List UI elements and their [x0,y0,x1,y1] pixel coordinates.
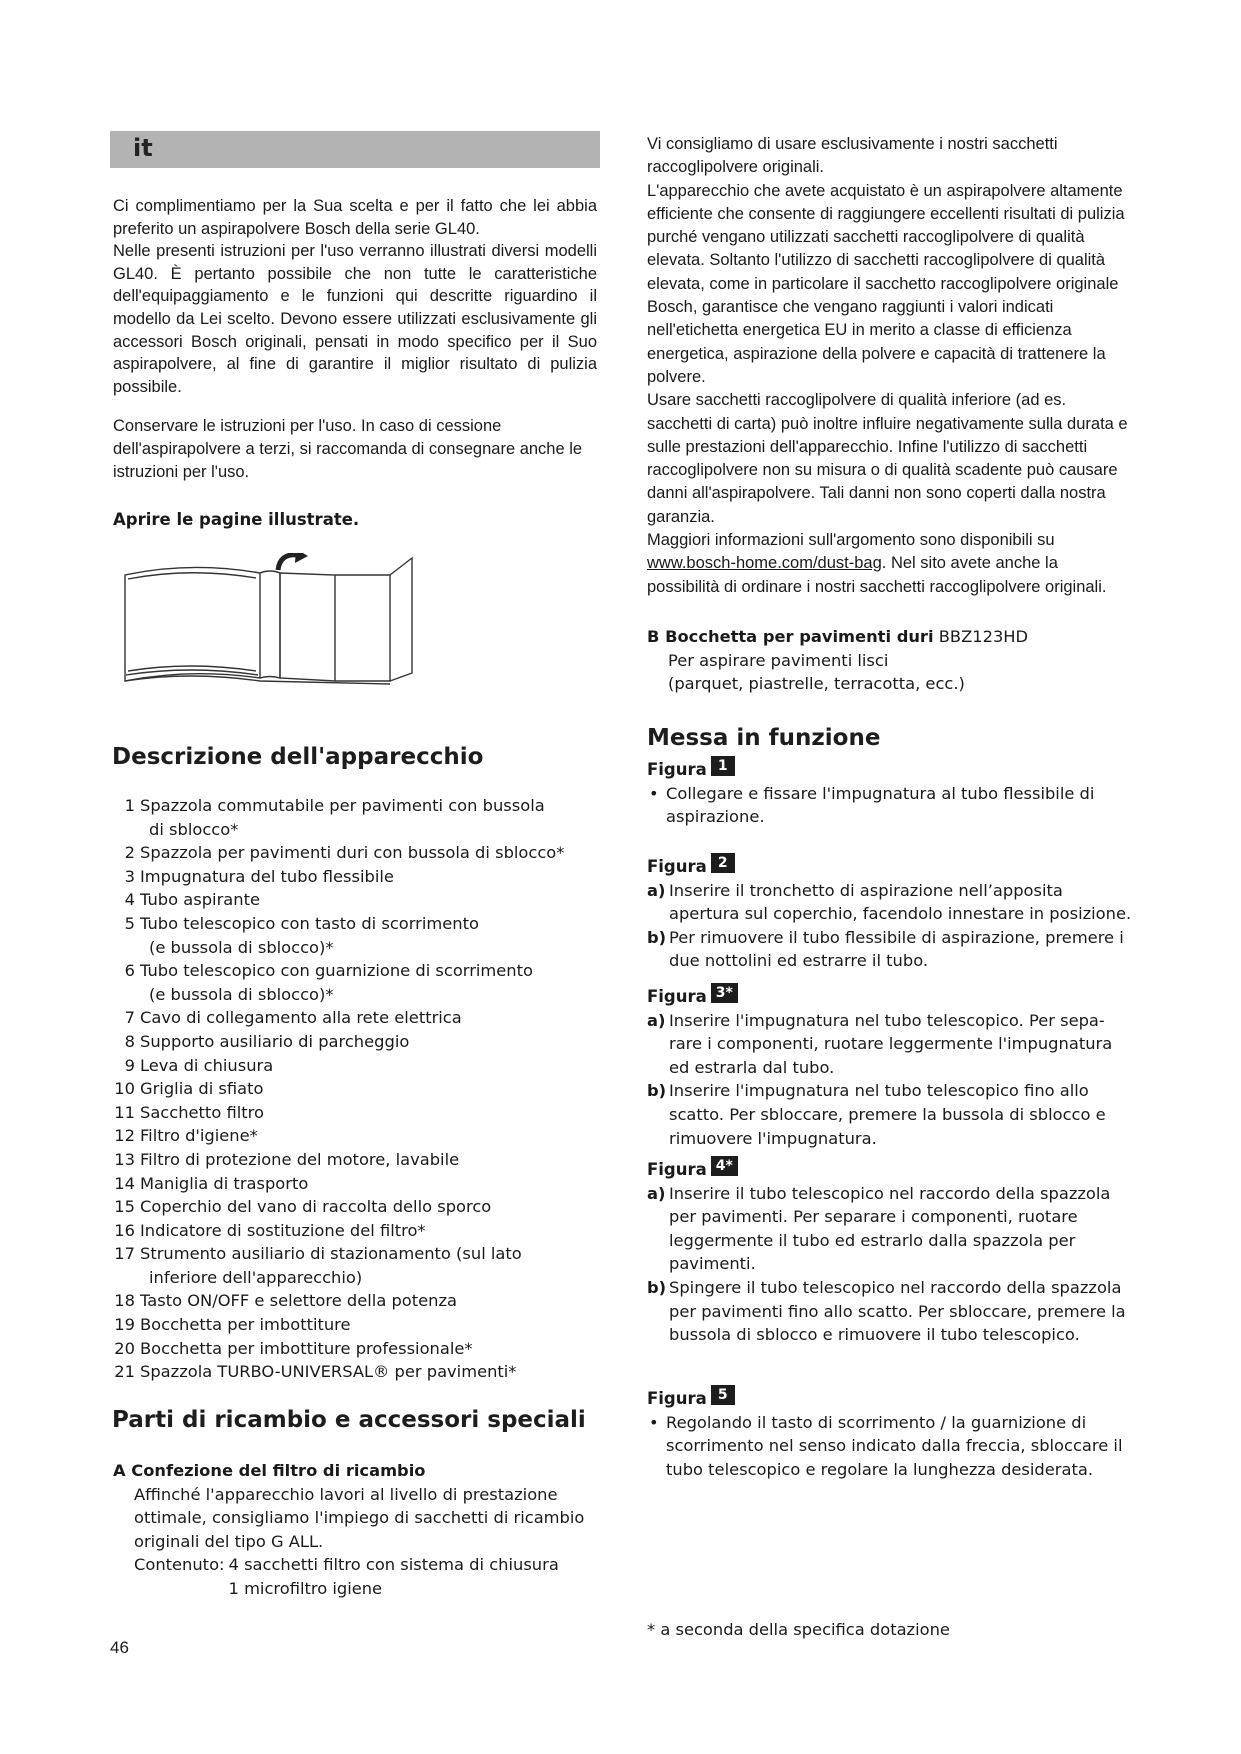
component-item [113,1337,603,1361]
component-text-continued: di sblocco* [149,819,239,839]
step-marker: b) [647,927,667,947]
component-item [113,888,603,912]
step-text: Collegare e fissare l'impugnatura al tubo flessibile di aspirazione. [666,783,1095,827]
language-tag [110,131,600,168]
component-number: 7 [124,1008,135,1028]
figure-number-badge: 3* [711,983,738,1003]
contents-label: Contenuto: [134,1555,225,1575]
bag-paragraph-1: Vi consigliamo di usare esclusivamente i nostri sacchetti raccoglipolvere originali. [647,135,1058,177]
figure-number-badge: 1 [711,756,735,776]
component-text: Bocchetta per imbottiture professionale* [140,1338,473,1358]
step-text: Inserire l'impugnatura nel tubo telescopico. Per sepa-rare i componenti, ruotare leggermente l'impugnatura ed estrarla dal tubo. [669,1010,1113,1077]
component-text: Spazzola per pavimenti duri con bussola di sblocco* [140,843,565,863]
component-item [113,1195,603,1219]
component-text: Spazzola TURBO-UNIVERSAL® per pavimenti* [140,1362,517,1382]
bag-paragraph-4 [647,529,1131,599]
component-item [113,1313,603,1337]
component-text: Tubo telescopico con tasto di scorrimento [140,913,479,933]
component-text: Sacchetto filtro [140,1102,264,1122]
component-number: 9 [124,1055,135,1075]
component-number: 13 [114,1149,135,1169]
component-number: 3 [124,866,135,886]
component-item [113,1148,603,1172]
figure-number-badge: 2 [711,853,735,873]
component-number: 14 [114,1173,135,1193]
nozzle-line-2: (parquet, piastrelle, terracotta, ecc.) [668,674,965,694]
component-text: Griglia di sfiato [140,1079,264,1099]
component-item [113,1006,603,1030]
language-code: it [133,134,153,162]
step-text: Regolando il tasto di scorrimento / la guarnizione di scorrimento nel senso indicato dalla freccia, sbloccare il tubo telescopico e regolare la lunghezza desiderata. [666,1412,1123,1479]
open-book-illustration [120,553,450,693]
component-number: 19 [114,1315,135,1335]
intro-paragraph-2: Nelle presenti istruzioni per l'uso verranno illustrati diversi modelli GL40. È pertanto possibile che non tutte le caratteristiche dell'equipaggiamento e le funzioni qui descritte riguardino il modello da Lei scelto. Devono essere utilizzati esclusivamente gli accessori Bosch originali, pensati in modo specifico per il Suo aspirapolvere, al fine di garantire il miglior risultato di pulizia possibile. [113,242,597,396]
figure-label: Figura [647,987,707,1006]
step-text: Inserire il tubo telescopico nel raccordo della spazzola per pavimenti. Per separare i componenti, ruotare leggermente il tubo ed estrarlo dalla spazzola per pavimenti. [669,1183,1111,1274]
component-text: Coperchio del vano di raccolta dello sporco [140,1197,492,1217]
step-marker: a) [647,1183,666,1203]
component-text: Cavo di collegamento alla rete elettrica [140,1008,462,1028]
component-item [113,1242,603,1289]
figure-block [647,985,1137,1150]
component-item [113,959,603,1006]
component-number: 10 [114,1079,135,1099]
component-number: 11 [114,1102,135,1122]
component-number: 5 [124,913,135,933]
figure-heading [647,985,1137,1009]
component-number: 20 [114,1338,135,1358]
component-text: Maniglia di trasporto [140,1173,309,1193]
component-item [113,1219,603,1243]
filter-pack-title: A Confezione del filtro di ricambio [113,1461,426,1480]
figure-label: Figura [647,760,707,779]
intro-text [113,195,597,500]
figure-step [647,782,1137,829]
figure-heading [647,1387,1137,1411]
nozzle-code: BBZ123HD [938,627,1029,646]
figure-step [647,1276,1137,1347]
figure-step [647,926,1137,973]
component-number: 1 [124,796,135,815]
component-number: 17 [114,1244,135,1264]
figure-label: Figura [647,1389,707,1408]
filter-pack-contents [113,1553,603,1600]
footnote: * a seconda della specifica dotazione [647,1620,950,1639]
component-number: 6 [124,961,135,981]
component-item [113,1172,603,1196]
component-item [113,1101,603,1125]
figure-step [647,879,1137,926]
figure-heading [647,758,1137,782]
step-marker: a) [647,880,666,900]
intro-paragraph-1: Ci complimentiamo per la Sua scelta e per il fatto che lei abbia preferito un aspirapolvere Bosch della serie GL40. [113,197,597,238]
component-text: Bocchetta per imbottiture [140,1315,351,1335]
figure-block [647,1158,1137,1347]
component-text: Tubo telescopico con guarnizione di scorrimento [140,961,533,981]
figure-block [647,1387,1137,1481]
component-number: 18 [114,1291,135,1311]
component-number: 4 [124,890,135,910]
figure-block [647,758,1137,829]
step-marker: • [649,1412,659,1432]
component-item [113,1077,603,1101]
component-item [113,865,603,889]
component-item [113,912,603,959]
component-text: Strumento ausiliario di stazionamento (sul lato [140,1244,522,1264]
open-pages-instruction: Aprire le pagine illustrate. [113,510,360,529]
component-item [113,1054,603,1078]
bag-recommendation [647,133,1131,599]
component-item [113,1030,603,1054]
step-marker: b) [647,1081,667,1101]
component-text: Tubo aspirante [140,890,260,910]
component-text-continued: (e bussola di sblocco)* [149,937,334,957]
more-info-text: Maggiori informazioni sull'argomento sono disponibili su [647,531,1055,550]
component-item [113,841,603,865]
component-number: 21 [114,1362,135,1382]
contents-line-2: 1 microfiltro igiene [228,1578,383,1598]
figure-heading [647,1158,1137,1182]
hard-floor-nozzle [647,625,1137,696]
step-marker: • [649,783,659,803]
figure-step [647,1009,1137,1080]
figure-step [647,1079,1137,1150]
nozzle-line-1: Per aspirare pavimenti lisci [668,650,889,670]
page-number: 46 [110,1638,129,1657]
description-title: Descrizione dell'apparecchio [112,744,484,770]
parts-title: Parti di ricambio e accessori speciali [112,1407,586,1433]
step-text: Inserire il tronchetto di aspirazione nell’apposita apertura sul coperchio, facendolo innestare in posizione. [669,880,1132,924]
figure-heading [647,855,1137,879]
component-text: Filtro di protezione del motore, lavabile [140,1149,460,1169]
component-text: Spazzola commutabile per pavimenti con bussola [140,796,545,815]
operation-title: Messa in funzione [647,725,881,751]
nozzle-title: B Bocchetta per pavimenti duri [647,627,934,646]
replacement-parts [113,1459,603,1601]
component-number: 12 [114,1126,135,1146]
figure-block [647,855,1137,973]
figure-step [647,1182,1137,1276]
step-marker: a) [647,1010,666,1030]
component-item [113,1360,603,1384]
component-item [113,1124,603,1148]
step-text: Spingere il tubo telescopico nel raccordo della spazzola per pavimenti fino allo scatto. Per sbloccare, premere la bussola di sblocco e rimuovere il tubo telescopico. [669,1277,1126,1345]
component-number: 8 [124,1031,135,1051]
component-text: Supporto ausiliario di parcheggio [140,1031,410,1051]
figure-number-badge: 4* [711,1156,738,1176]
component-text: Filtro d'igiene* [140,1126,258,1146]
component-text: Tasto ON/OFF e selettore della potenza [140,1291,458,1311]
component-number: 15 [114,1197,135,1217]
intro-paragraph-3: Conservare le istruzioni per l'uso. In caso di cessione dell'aspirapolvere a terzi, si raccomanda di consegnare anche le istruzioni per l'uso. [113,417,583,481]
component-text-continued: inferiore dell'apparecchio) [149,1267,363,1287]
component-text: Leva di chiusura [140,1055,274,1075]
component-number: 16 [114,1220,135,1240]
contents-line-1: 4 sacchetti filtro con sistema di chiusura [228,1555,559,1575]
component-item [113,794,603,841]
step-marker: b) [647,1277,667,1297]
dust-bag-link[interactable]: www.bosch-home.com/dust-bag [647,554,882,573]
filter-pack-description: Affinché l'apparecchio lavori al livello di prestazione ottimale, consigliamo l'impiego di sacchetti di ricambio originali del tipo G ALL. [134,1484,585,1551]
component-item [113,1289,603,1313]
figure-step [647,1411,1137,1482]
order-info-text: . Nel sito avete anche la possibilità di ordinare i nostri sacchetti raccoglipolvere originali. [647,554,1107,596]
figure-label: Figura [647,857,707,876]
figure-number-badge: 5 [711,1385,735,1405]
step-text: Per rimuovere il tubo flessibile di aspirazione, premere i due nottolini ed estrarre il tubo. [669,927,1124,971]
component-text: Indicatore di sostituzione del filtro* [140,1220,426,1240]
component-text-continued: (e bussola di sblocco)* [149,984,334,1004]
component-number: 2 [124,843,135,863]
component-text: Impugnatura del tubo flessibile [140,866,394,886]
bag-paragraph-2: L'apparecchio che avete acquistato è un aspirapolvere altamente efficiente che consente di raggiungere eccellenti risultati di pulizia purché vengano utilizzati sacchetti raccoglipolvere di qualità elevata. Soltanto l'utilizzo di sacchetti raccoglipolvere di qualità elevata, come in particolare il sacchetto raccoglipolvere originale Bosch, garantisce che vengano raggiunti i valori indicati nell'etichetta energetica EU in merito a classe di efficienza energetica, aspirazione della polvere e capacità di trattenere la polvere. [647,181,1125,386]
component-list [113,794,603,1384]
figure-label: Figura [647,1160,707,1179]
step-text: Inserire l'impugnatura nel tubo telescopico fino allo scatto. Per sbloccare, premere la bussola di sblocco e rimuovere l'impugnatura. [669,1081,1106,1148]
bag-paragraph-3: Usare sacchetti raccoglipolvere di qualità inferiore (ad es. sacchetti di carta) può inoltre influire negativamente sulla durata e sulle prestazioni dell'apparecchio. Infine l'utilizzo di sacchetti raccoglipolvere non su misura o di qualità scadente può causare danni all'aspirapolvere. Tali danni non sono coperti dalla nostra garanzia. [647,391,1128,526]
